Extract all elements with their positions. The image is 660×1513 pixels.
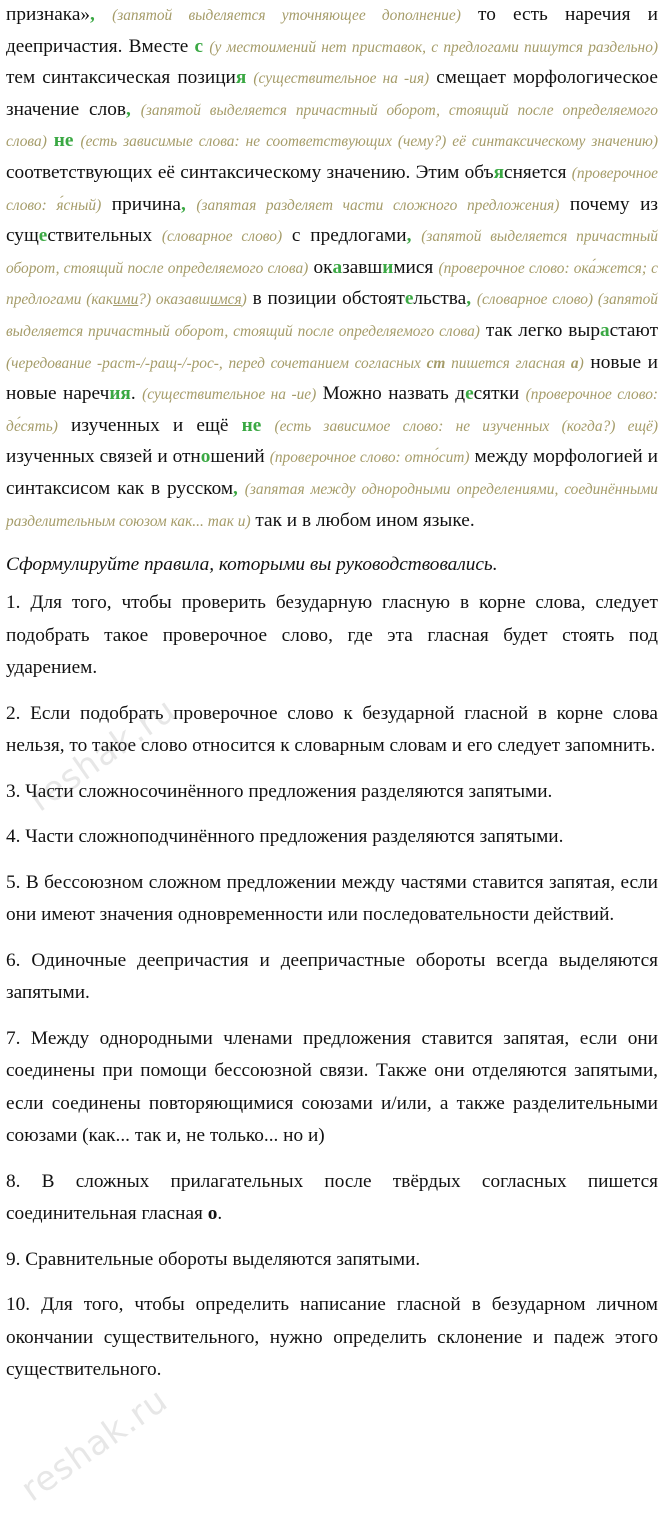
rule-item [6,1289,658,1387]
annotation-note: (есть зависимое слово: не изученных (когда?) ещё) [274,417,658,435]
passage-text [131,99,141,120]
highlighted-letter: , [125,98,131,120]
annotation-note: ) [578,354,584,372]
rule-item [6,821,658,854]
rule-text: 7. Между однородными членами предложения ставится запятая, если они соединены при помощи бессоюзной связи. Также они отделяются запятыми, если соединены повторяющимися союзами и/или, а также разделительными союзами (как... так и, не только... но и) [6,1027,658,1147]
rule-text: 6. Одиночные деепричастия и деепричастные обороты всегда выделяются запятыми. [6,949,658,1004]
passage-text: шений [210,446,270,468]
annotation-note: (запятая разделяет части сложного предложения) [196,196,560,214]
rule-item [6,1244,658,1277]
passage-text [47,130,54,151]
question-heading: Сформулируйте правила, которыми вы руководствовались. [6,554,498,576]
annotation-note: (словарное слово) [161,228,283,246]
highlighted-letter: я [493,161,505,183]
highlighted-letter: , [233,477,238,499]
annotation-note-underlined: ими [113,291,139,309]
passage-text: между морфологией и синтаксисом как в русском [6,446,658,499]
highlighted-letter: я [235,67,247,89]
rule-text: 1. Для того, чтобы проверить безударную гласную в корне слова, следует подобрать такое проверочное слово, где эта гласная будет стоять под ударением. [6,592,658,679]
rule-item [6,698,658,763]
rule-text: 8. В сложных прилагательных после твёрдых согласных пишется соединительная гласная [6,1170,658,1225]
rule-text: 9. Сравнительные обороты выделяются запятыми. [6,1248,421,1270]
highlighted-letter: , [90,4,95,25]
highlighted-letter: , [180,193,186,215]
highlighted-letter: ия [109,383,131,405]
annotated-passage [6,0,658,537]
annotation-note: (существительное на -ия) [253,70,430,88]
watermark-logo: reshak.ru [13,1380,176,1510]
highlighted-letter: е [465,383,474,405]
highlighted-letter: , [466,288,472,310]
annotation-note: (запятая между однородными определениями, соединёнными разделительным союзом как... так и) [6,480,658,530]
highlighted-letter: е [38,225,48,247]
document-page [6,0,658,1400]
passage-text: признака» [6,4,91,25]
highlighted-letter: о [200,446,211,468]
rule-item [6,945,658,1010]
passage-text: в позиции обстоят [246,288,405,310]
passage-text: тем синтаксическая позици [6,67,236,89]
annotation-note: (чередование -раст-/-ращ-/-рос-, перед сочетанием согласных [6,354,427,372]
watermark-logo: reshak.ru [21,690,184,820]
passage-text: так легко выр [479,319,600,341]
annotation-note: (у местоимений нет приставок, с предлогами пишутся раздельно) [209,38,659,56]
passage-text [261,415,274,436]
passage-text: мися [393,256,439,278]
annotation-note: ?) оказавш [138,291,211,309]
passage-text: сятки [473,383,526,405]
rule-item [6,867,658,932]
passage-text [411,225,421,246]
passage-text: причина [101,193,181,215]
annotation-note: (существительное на -ие) [142,386,317,404]
annotation-note-bold: а [570,354,579,372]
passage-text: изученных и ещё [57,414,242,436]
rule-text: 5. В бессоюзном сложном предложении между частями ставится запятая, если они имеют значения одновременности или последовательности действий. [6,871,658,926]
highlighted-letter: не [53,130,74,152]
rule-bold-letter: о [207,1203,218,1225]
rule-item [6,1166,658,1231]
passage-text: завш [342,256,383,278]
passage-text: . [130,383,143,405]
passage-text: льства [413,288,467,310]
annotation-note: (проверочное слово: ока́жется; с предлогами (как [6,259,658,309]
rule-text: 4. Части сложноподчинённого предложения разделяются запятыми. [6,826,564,848]
highlighted-letter: с [194,35,204,57]
passage-text: новые и новые нареч [6,351,658,405]
highlighted-letter: и [382,256,394,278]
passage-text: стают [609,319,658,341]
annotation-note: ) [241,291,247,309]
passage-text [95,4,112,25]
highlighted-letter: а [600,319,610,341]
annotation-note: (запятой выделяется причастный оборот, стоящий после определяемого слова) [6,228,658,277]
highlighted-letter: не [241,414,262,436]
highlighted-letter: , [406,225,412,247]
passage-text: Можно назвать д [316,383,466,405]
annotation-note: (проверочное слово: отно́сит) [269,449,470,467]
passage-text [186,194,197,215]
rule-item [6,776,658,809]
annotation-note: (запятой выделяется уточняющее дополнение) [112,7,461,24]
passage-text: с предлогами [282,225,407,247]
passage-text: сняется [504,161,572,183]
annotation-note-underlined: имся [210,291,242,309]
passage-text: смещает морфологическое значение слов [6,67,658,120]
rule-text: 2. Если подобрать проверочное слово к безударной гласной в корне слова нельзя, то такое слово относится к словарным словам и его следует запомнить. [6,702,658,757]
passage-text: изученных связей и отн [6,446,201,468]
highlighted-letter: а [332,256,343,278]
rule-text-end: . [217,1203,223,1225]
rule-text: 3. Части сложносочинённого предложения разделяются запятыми. [6,780,553,802]
annotation-note: пишется гласная [445,354,571,372]
rule-text: 10. Для того, чтобы определить написание гласной в безударном личном окончании существительного, нужно определить склонение и падеж этого существительного. [6,1294,658,1381]
passage-text: то есть наречия и деепричастия. Вместе [6,4,658,57]
annotation-note: (словарное слово) (запятой выделяется причастный оборот, стоящий после определяемого слова) [6,291,658,340]
passage-text: ок [308,256,333,278]
passage-text: ствительных [47,225,162,247]
annotation-note-bold: ст [426,354,446,372]
rule-item [6,1023,658,1153]
annotation-note: (есть зависимые слова: не соответствующих (чему?) её синтаксическому значению) [80,133,658,151]
passage-text: так и в любом ином языке. [250,509,475,531]
passage-text [238,478,245,499]
rules-list [6,587,658,1387]
passage-text: соответствующих её синтаксическому значению. Этим объ [6,161,494,183]
annotation-note: (запятой выделяется причастный оборот, стоящий после определяемого слова) [6,101,658,151]
rule-item [6,587,658,685]
passage-text: почему из сущ [6,193,659,247]
annotation-note: (проверочное слово: я́сный) [6,164,658,214]
highlighted-letter: е [404,288,414,310]
annotation-note: (проверочное слово: де́сять) [6,386,659,435]
